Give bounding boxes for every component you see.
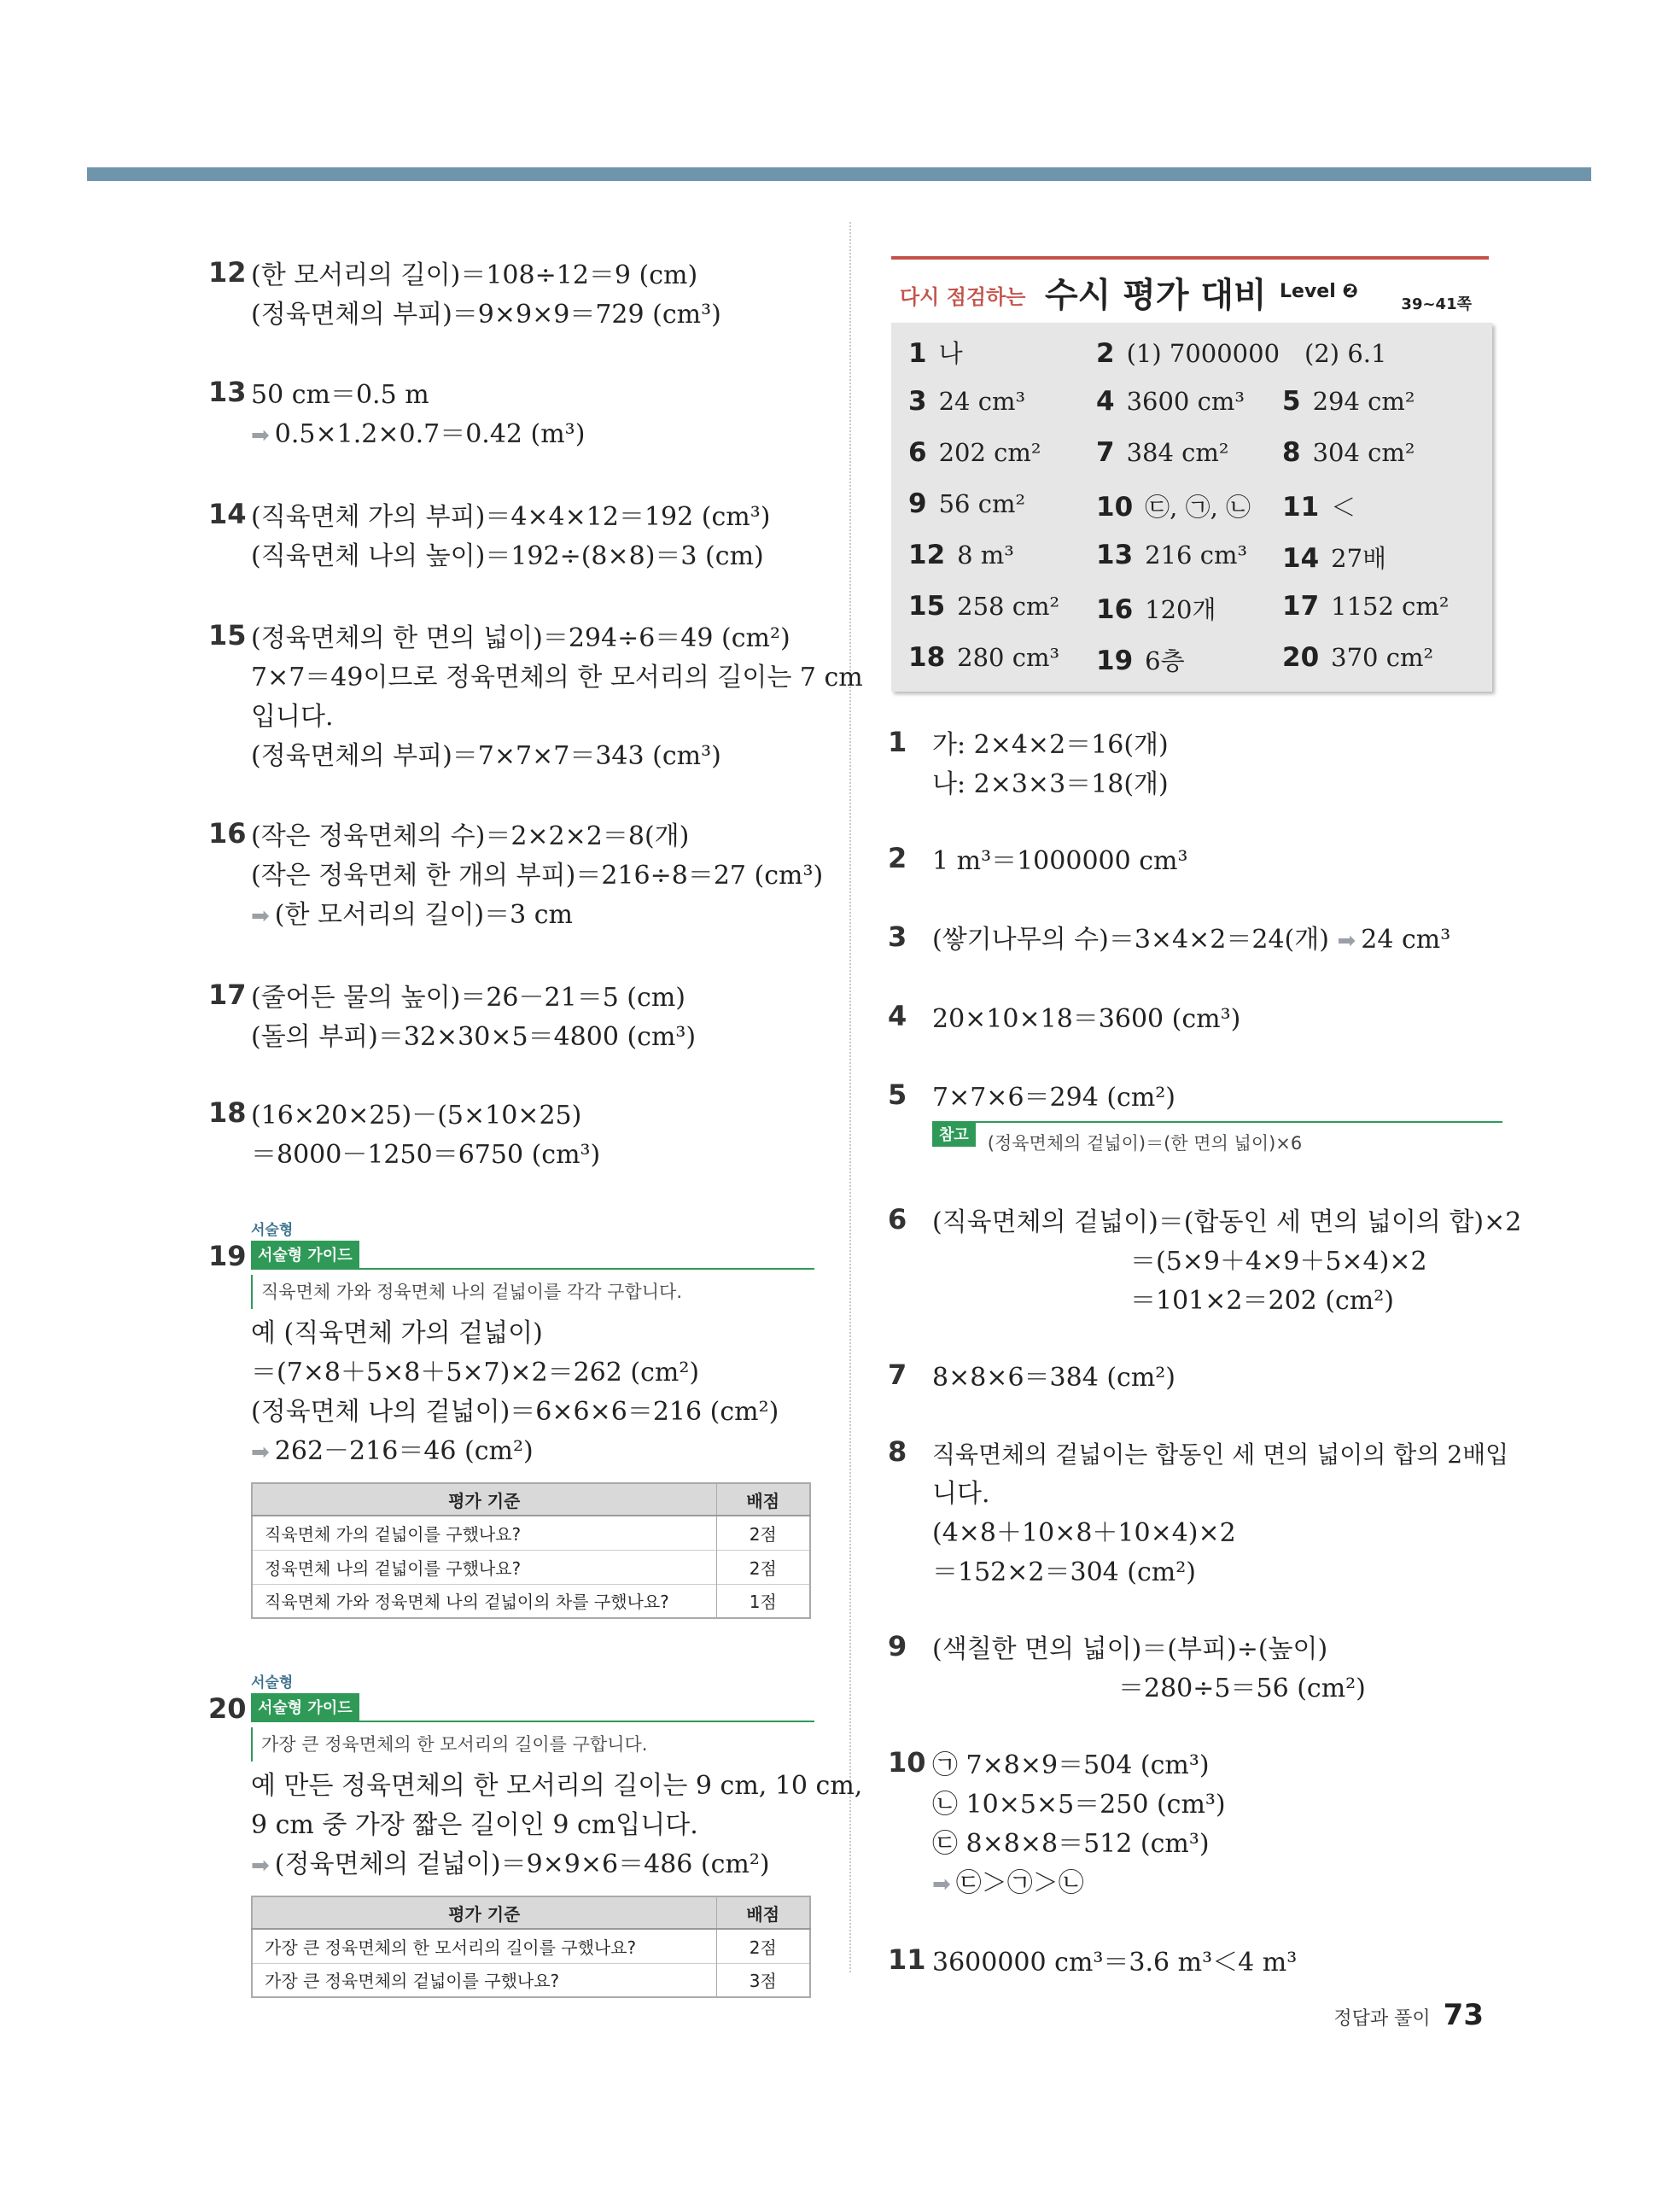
arrow-right-icon: ➡	[932, 1872, 951, 1897]
criteria-cell: 직육면체 가의 겉넓이를 구했나요?	[252, 1516, 716, 1550]
answer-item: 11 ＜	[1282, 492, 1356, 523]
solution-line: 262－216＝46 (cm²)	[274, 1436, 534, 1466]
problem-number: 17	[208, 979, 247, 1011]
problem-17	[208, 979, 814, 1057]
score-cell: 2점	[716, 1550, 810, 1584]
solution-3	[888, 920, 1502, 961]
solution-1	[888, 726, 1502, 804]
solution-line: 9 cm 중 가장 짧은 길이인 9 cm입니다.	[251, 1810, 698, 1840]
solution-line: (줄어든 물의 높이)＝26－21＝5 (cm)	[251, 983, 685, 1013]
solution-line: ㉠ 7×8×9＝504 (cm³)	[932, 1750, 1210, 1780]
guide-header	[251, 1693, 814, 1722]
guide-badge: 서술형 가이드	[251, 1693, 359, 1721]
solution-line: (정육면체의 겉넓이)＝9×9×6＝486 (cm²)	[274, 1849, 770, 1879]
criteria-header: 평가 기준	[252, 1896, 716, 1929]
score-header: 배점	[716, 1483, 810, 1516]
right-column	[888, 726, 1522, 1983]
problem-number: 15	[208, 619, 247, 651]
solution-line: (직육면체 나의 높이)＝192÷(8×8)＝3 (cm)	[251, 541, 764, 571]
page-footer	[1333, 1998, 1484, 2032]
solution-line: 7×7×6＝294 (cm²)	[932, 1083, 1176, 1113]
arrow-right-icon: ➡	[251, 1440, 270, 1465]
problem-number: 9	[888, 1630, 907, 1662]
solution-line: (한 모서리의 길이)＝3 cm	[274, 900, 574, 930]
solution-line: ＝101×2＝202 (cm²)	[1130, 1286, 1394, 1316]
score-cell: 1점	[716, 1584, 810, 1618]
scoring-table	[251, 1896, 811, 1998]
answer-item: 1 나	[908, 338, 963, 369]
note-badge: 참고	[932, 1121, 976, 1147]
score-cell: 2점	[716, 1516, 810, 1550]
solution-line: (정육면체의 한 면의 넓이)＝294÷6＝49 (cm²)	[251, 623, 790, 653]
solution-line: 20×10×18＝3600 (cm³)	[932, 1004, 1241, 1034]
solution-line: ㉢＞㉠＞㉡	[955, 1868, 1084, 1898]
problem-16	[208, 817, 824, 936]
problem-number: 8	[888, 1435, 907, 1468]
solution-line: 예 (직육면체 가의 겉넓이)	[251, 1318, 543, 1348]
answer-item: 12 8 m³	[908, 540, 1014, 570]
top-color-bar	[87, 167, 1591, 181]
solution-10	[888, 1746, 1502, 1904]
left-column	[208, 256, 863, 1998]
answer-grid	[891, 323, 1492, 692]
problem-14	[208, 498, 814, 576]
problem-number: 11	[888, 1943, 926, 1976]
solution-line: (색칠한 면의 넓이)＝(부피)÷(높이)	[932, 1634, 1328, 1664]
criteria-cell: 직육면체 가와 정육면체 나의 겉넓이의 차를 구했나요?	[252, 1584, 716, 1618]
section-title	[891, 256, 1489, 316]
guide-header	[251, 1241, 814, 1270]
problem-number: 4	[888, 1000, 907, 1032]
solution-line: 1 m³＝1000000 cm³	[932, 846, 1188, 876]
answer-item: 10 ㉢, ㉠, ㉡	[1096, 492, 1251, 523]
solution-4	[888, 1000, 1502, 1039]
answer-item: 14 27배	[1282, 543, 1387, 574]
solution-line: (쌓기나무의 수)＝3×4×2＝24(개)	[932, 925, 1329, 955]
section-prefix: 다시 점검하는	[900, 285, 1026, 309]
solution-line: 예 만든 정육면체의 한 모서리의 길이는 9 cm, 10 cm,	[251, 1771, 863, 1801]
solution-line: 3600000 cm³＝3.6 m³＜4 m³	[932, 1948, 1298, 1978]
solution-line: (4×8＋10×8＋10×4)×2	[932, 1518, 1236, 1548]
page-number: 73	[1443, 1998, 1484, 2032]
answer-item: 8 304 cm²	[1282, 437, 1415, 468]
problem-number: 2	[888, 842, 907, 874]
solution-line: (정육면체의 부피)＝7×7×7＝343 (cm³)	[251, 741, 721, 771]
solution-line: ＝280÷5＝56 (cm²)	[1118, 1674, 1366, 1703]
solution-7	[888, 1358, 1502, 1398]
solution-line: (직육면체의 겉넓이)＝(합동인 세 면의 넓이의 합)×2	[932, 1207, 1522, 1237]
problem-number: 16	[208, 817, 247, 850]
answer-item: 9 56 cm²	[908, 488, 1026, 519]
solution-line: ＝152×2＝304 (cm²)	[932, 1557, 1196, 1587]
problem-18	[208, 1096, 814, 1175]
arrow-right-icon: ➡	[251, 423, 270, 448]
note-box	[932, 1121, 1502, 1162]
problem-number: 7	[888, 1358, 907, 1391]
solution-line: ＝8000－1250＝6750 (cm³)	[251, 1140, 601, 1170]
answer-item: 2 (1) 7000000 (2) 6.1	[1096, 338, 1387, 369]
solution-11	[888, 1943, 1502, 1983]
scoring-table	[251, 1482, 811, 1619]
solution-line: 입니다.	[251, 702, 334, 732]
answer-item: 18 280 cm³	[908, 642, 1060, 673]
problem-13	[208, 376, 814, 455]
answer-item: 17 1152 cm²	[1282, 591, 1450, 622]
page-range: 39~41쪽	[1401, 295, 1472, 313]
solution-line: 가: 2×4×2＝16(개)	[932, 730, 1169, 760]
solution-line: (작은 정육면체 한 개의 부피)＝216÷8＝27 (cm³)	[251, 861, 824, 891]
footer-label: 정답과 풀이	[1333, 2008, 1431, 2030]
guide-text: 직육면체 가와 정육면체 나의 겉넓이를 각각 구합니다.	[251, 1275, 814, 1309]
solution-8	[888, 1435, 1509, 1592]
criteria-cell: 정육면체 나의 겉넓이를 구했나요?	[252, 1550, 716, 1584]
solution-line: ＝(5×9＋4×9＋5×4)×2	[1130, 1247, 1427, 1277]
guide-badge: 서술형 가이드	[251, 1241, 359, 1268]
table-row	[252, 1929, 810, 1963]
answer-item: 20 370 cm²	[1282, 642, 1434, 673]
solution-line: 0.5×1.2×0.7＝0.42 (m³)	[274, 419, 586, 449]
problem-number: 19	[208, 1240, 247, 1272]
table-row	[252, 1516, 810, 1550]
solution-line: (직육면체 가의 부피)＝4×4×12＝192 (cm³)	[251, 502, 771, 532]
problem-number: 3	[888, 920, 907, 953]
level-badge: Level ❷	[1280, 281, 1359, 302]
solution-line: ㉡ 10×5×5＝250 (cm³)	[932, 1790, 1226, 1820]
guide-text: 가장 큰 정육면체의 한 모서리의 길이를 구합니다.	[251, 1727, 814, 1762]
solution-line: 7×7＝49이므로 정육면체의 한 모서리의 길이는 7 cm	[251, 663, 863, 692]
solution-line: 24 cm³	[1361, 925, 1451, 955]
solution-line: 직육면체의 겉넓이는 합동인 세 면의 넓이의 합의 2배입	[932, 1440, 1509, 1469]
answer-item: 16 120개	[1096, 594, 1216, 625]
essay-tag: 서술형	[251, 1674, 294, 1691]
solution-line: 니다.	[932, 1479, 990, 1509]
problem-12	[208, 256, 814, 335]
solution-line: (16×20×25)－(5×10×25)	[251, 1101, 582, 1131]
criteria-cell: 가장 큰 정육면체의 겉넓이를 구했나요?	[252, 1963, 716, 1997]
table-row	[252, 1584, 810, 1618]
solution-line: 나: 2×3×3＝18(개)	[932, 769, 1169, 799]
answer-item: 15 258 cm²	[908, 591, 1060, 622]
problem-number: 20	[208, 1692, 247, 1725]
arrow-right-icon: ➡	[251, 903, 270, 929]
score-cell: 2점	[716, 1929, 810, 1963]
problem-number: 12	[208, 256, 247, 289]
answer-item: 5 294 cm²	[1282, 386, 1415, 417]
criteria-cell: 가장 큰 정육면체의 한 모서리의 길이를 구했나요?	[252, 1929, 716, 1963]
solution-6	[888, 1203, 1522, 1321]
answer-item: 7 384 cm²	[1096, 437, 1229, 468]
answer-item: 3 24 cm³	[908, 386, 1026, 417]
problem-number: 13	[208, 376, 247, 408]
answer-item: 19 6층	[1096, 646, 1185, 676]
problem-number: 18	[208, 1096, 247, 1129]
problem-number: 14	[208, 498, 247, 530]
column-divider	[849, 222, 851, 1972]
problem-number: 6	[888, 1203, 907, 1236]
solution-line: (작은 정육면체의 수)＝2×2×2＝8(개)	[251, 821, 690, 851]
arrow-right-icon: ➡	[1337, 928, 1356, 954]
solution-5	[888, 1078, 1502, 1162]
problem-19	[208, 1218, 814, 1619]
answer-item: 4 3600 cm³	[1096, 386, 1245, 417]
essay-tag: 서술형	[251, 1222, 294, 1239]
table-row	[252, 1550, 810, 1584]
criteria-header: 평가 기준	[252, 1483, 716, 1516]
score-cell: 3점	[716, 1963, 810, 1997]
problem-20	[208, 1670, 863, 1998]
problem-15	[208, 619, 863, 776]
solution-line: 50 cm＝0.5 m	[251, 380, 429, 410]
answer-item: 13 216 cm³	[1096, 540, 1248, 570]
answer-item: 6 202 cm²	[908, 437, 1041, 468]
solution-2	[888, 842, 1502, 881]
score-header: 배점	[716, 1896, 810, 1929]
solution-line: (돌의 부피)＝32×30×5＝4800 (cm³)	[251, 1022, 697, 1052]
solution-line: (정육면체 나의 겉넓이)＝6×6×6＝216 (cm²)	[251, 1397, 779, 1427]
solution-line: ＝(7×8＋5×8＋5×7)×2＝262 (cm²)	[251, 1358, 700, 1388]
solution-9	[888, 1630, 1502, 1709]
solution-line: (한 모서리의 길이)＝108÷12＝9 (cm)	[251, 260, 698, 290]
solution-line: 8×8×6＝384 (cm²)	[932, 1363, 1176, 1393]
note-text: (정육면체의 겉넓이)＝(한 면의 넓이)×6	[987, 1133, 1303, 1154]
problem-number: 1	[888, 726, 907, 758]
solution-line: (정육면체의 부피)＝9×9×9＝729 (cm³)	[251, 300, 721, 330]
section-heading: 수시 평가 대비	[1045, 276, 1267, 315]
arrow-right-icon: ➡	[251, 1853, 270, 1878]
table-row	[252, 1963, 810, 1997]
solution-line: ㉢ 8×8×8＝512 (cm³)	[932, 1829, 1210, 1859]
problem-number: 10	[888, 1746, 926, 1779]
problem-number: 5	[888, 1078, 907, 1111]
